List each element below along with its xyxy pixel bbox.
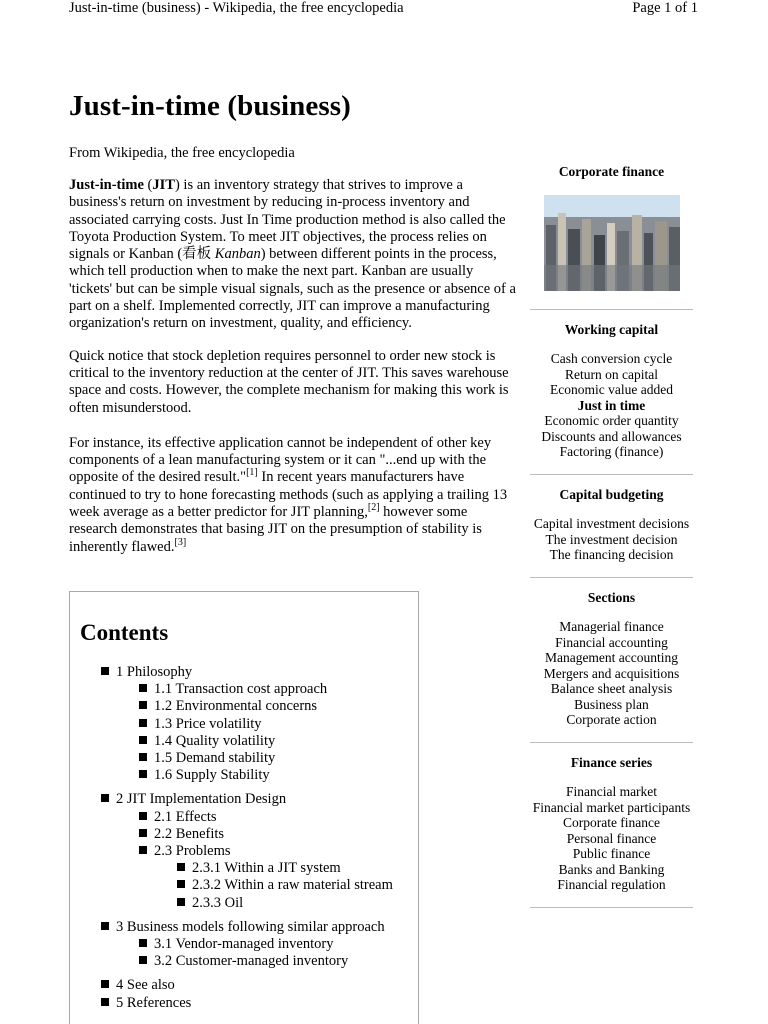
sidebar-link[interactable]: Managerial finance [559, 619, 664, 634]
bullet-icon [101, 667, 109, 675]
bullet-icon [139, 829, 147, 837]
skyline-illustration [544, 195, 680, 291]
bullet-icon [139, 770, 147, 778]
sidebar-link[interactable]: Personal finance [566, 830, 657, 846]
toc-item[interactable]: 2.3.1 Within a JIT system [80, 860, 418, 877]
kanji-text: 看板 [182, 246, 212, 263]
toc-item[interactable]: 3.2 Customer-managed inventory [80, 953, 418, 970]
sidebar-link[interactable]: Corporate finance [562, 815, 661, 830]
toc-item[interactable]: 3.1 Vendor-managed inventory [80, 936, 418, 953]
infobox-title: Corporate finance [558, 164, 665, 179]
toc-list [80, 664, 418, 1012]
stock-paragraph: Quick notice that stock depletion requires personnel to order new stock is critical to the inventory reduction at the center of JIT. This saves warehouse space and costs. However, the complete mechanism for making this work is often misunderstood. [69, 347, 509, 416]
page-title: Just-in-time (business) [69, 90, 351, 122]
toc-item[interactable]: 1.6 Supply Stability [80, 767, 418, 784]
sidebar-link[interactable]: Economic order quantity [544, 413, 679, 428]
sidebar-link[interactable]: Capital investment decisions [533, 516, 690, 531]
divider [530, 742, 693, 743]
bullet-icon [177, 880, 185, 888]
finance-series-list [530, 784, 693, 893]
sidebar-link[interactable]: Business plan [574, 696, 649, 712]
capital-budgeting-list [530, 516, 693, 563]
sidebar-link[interactable]: Factoring (finance) [559, 444, 664, 459]
divider [530, 907, 693, 908]
corporate-finance-infobox [530, 164, 693, 908]
sidebar-link[interactable]: The investment decision [545, 531, 678, 547]
sidebar-current-item: Just in time [577, 397, 646, 413]
sidebar-link[interactable]: The financing decision [549, 547, 674, 562]
divider [530, 474, 693, 475]
working-capital-title: Working capital [564, 321, 659, 337]
divider [530, 309, 693, 310]
sections-list [530, 619, 693, 728]
term-bold: Just-in-time [69, 177, 144, 193]
bullet-icon [177, 898, 185, 906]
bullet-icon [139, 956, 147, 964]
toc-item[interactable]: 1.2 Environmental concerns [80, 698, 418, 715]
ref-link-2[interactable]: [2] [367, 502, 380, 514]
bullet-icon [101, 922, 109, 930]
sections-title: Sections [587, 589, 636, 605]
sidebar-link[interactable]: Return on capital [565, 366, 658, 382]
bullet-icon [139, 719, 147, 727]
ref-link-3[interactable]: [3] [174, 536, 187, 548]
kanban-italic: Kanban [214, 246, 261, 263]
table-of-contents [69, 591, 419, 1024]
sidebar-link[interactable]: Financial regulation [557, 877, 666, 892]
sidebar-link[interactable]: Financial accounting [555, 634, 668, 650]
sidebar-link[interactable]: Discounts and allowances [541, 428, 682, 444]
bullet-icon [101, 794, 109, 802]
working-capital-list [530, 351, 693, 460]
sidebar-link[interactable]: Financial market [565, 784, 658, 799]
toc-item[interactable]: 2.2 Benefits [80, 826, 418, 843]
divider [530, 577, 693, 578]
ref-link-1[interactable]: [1] [246, 467, 258, 479]
page-counter: Page 1 of 1 [632, 0, 698, 16]
bullet-icon [139, 736, 147, 744]
print-header [0, 0, 768, 20]
toc-item[interactable]: 4 See also [80, 977, 418, 994]
sidebar-link[interactable]: Management accounting [544, 650, 679, 665]
bullet-icon [139, 684, 147, 692]
article-body [69, 177, 519, 573]
bullet-icon [101, 980, 109, 988]
sidebar-link[interactable]: Corporate action [566, 712, 657, 727]
intro-paragraph: Just-in-time (JIT) is an inventory strategy that strives to improve a business's return on investment by reducing in-process inventory and associated carrying costs. Just In Time production method is also called the Toyota Production System. To meet JIT objectives, the process relies on signals or Kanban (看板 Kanban) between different points in the process, which tell production when to make the next part. Kanban are usually 'tickets' but can be simple visual signals, such as the presence or absence of a part on a shelf. Implemented correctly, JIT can improve a manufacturing organization's return on investment, quality, and efficiency. [69, 177, 516, 332]
sidebar-link[interactable]: Mergers and acquisitions [543, 665, 680, 681]
sidebar-link[interactable]: Public finance [572, 846, 651, 861]
toc-item[interactable]: 5 References [80, 995, 418, 1012]
print-header-title: Just-in-time (business) - Wikipedia, the free encyclopedia [69, 0, 404, 16]
bullet-icon [139, 753, 147, 761]
toc-item[interactable]: 3 Business models following similar approach [80, 919, 418, 936]
toc-item[interactable]: 1.1 Transaction cost approach [80, 681, 418, 698]
toc-item[interactable]: 1.3 Price volatility [80, 716, 418, 733]
abbr-bold: JIT [152, 177, 175, 193]
sidebar-link[interactable]: Cash conversion cycle [550, 351, 673, 366]
toc-item[interactable]: 2.3.2 Within a raw material stream [80, 877, 418, 894]
bullet-icon [139, 939, 147, 947]
bullet-icon [177, 863, 185, 871]
forecast-paragraph: For instance, its effective application cannot be independent of other key components of a lean manufacturing system or it can "...end up with the opposite of the desired result."[1] In recent years manufacturers have continued to try to hone forecasting methods (such as applying a trailing 13 week average as a better predictor for JIT planning,[2] however some research demonstrates that basing JIT on the presumption of stability is inherently flawed.[3] [69, 434, 508, 555]
toc-item[interactable]: 2.3.3 Oil [80, 895, 418, 912]
sidebar-link[interactable]: Balance sheet analysis [550, 681, 673, 696]
city-skyline-image [544, 195, 680, 291]
sidebar-link[interactable]: Financial market participants [532, 799, 691, 815]
sidebar-link[interactable]: Economic value added [550, 382, 673, 397]
toc-item[interactable]: 1.4 Quality volatility [80, 733, 418, 750]
finance-series-title: Finance series [570, 754, 653, 770]
toc-item[interactable]: 2.1 Effects [80, 809, 418, 826]
toc-item[interactable]: 1 Philosophy [80, 664, 418, 681]
toc-item[interactable]: 2.3 Problems [80, 843, 418, 860]
toc-item[interactable]: 2 JIT Implementation Design [80, 791, 418, 808]
sidebar-link[interactable]: Banks and Banking [558, 861, 665, 877]
bullet-icon [139, 701, 147, 709]
bullet-icon [101, 998, 109, 1006]
toc-heading: Contents [80, 620, 169, 645]
bullet-icon [139, 846, 147, 854]
toc-item[interactable]: 1.5 Demand stability [80, 750, 418, 767]
bullet-icon [139, 812, 147, 820]
from-wikipedia-tagline: From Wikipedia, the free encyclopedia [69, 145, 295, 161]
capital-budgeting-title: Capital budgeting [559, 486, 664, 502]
